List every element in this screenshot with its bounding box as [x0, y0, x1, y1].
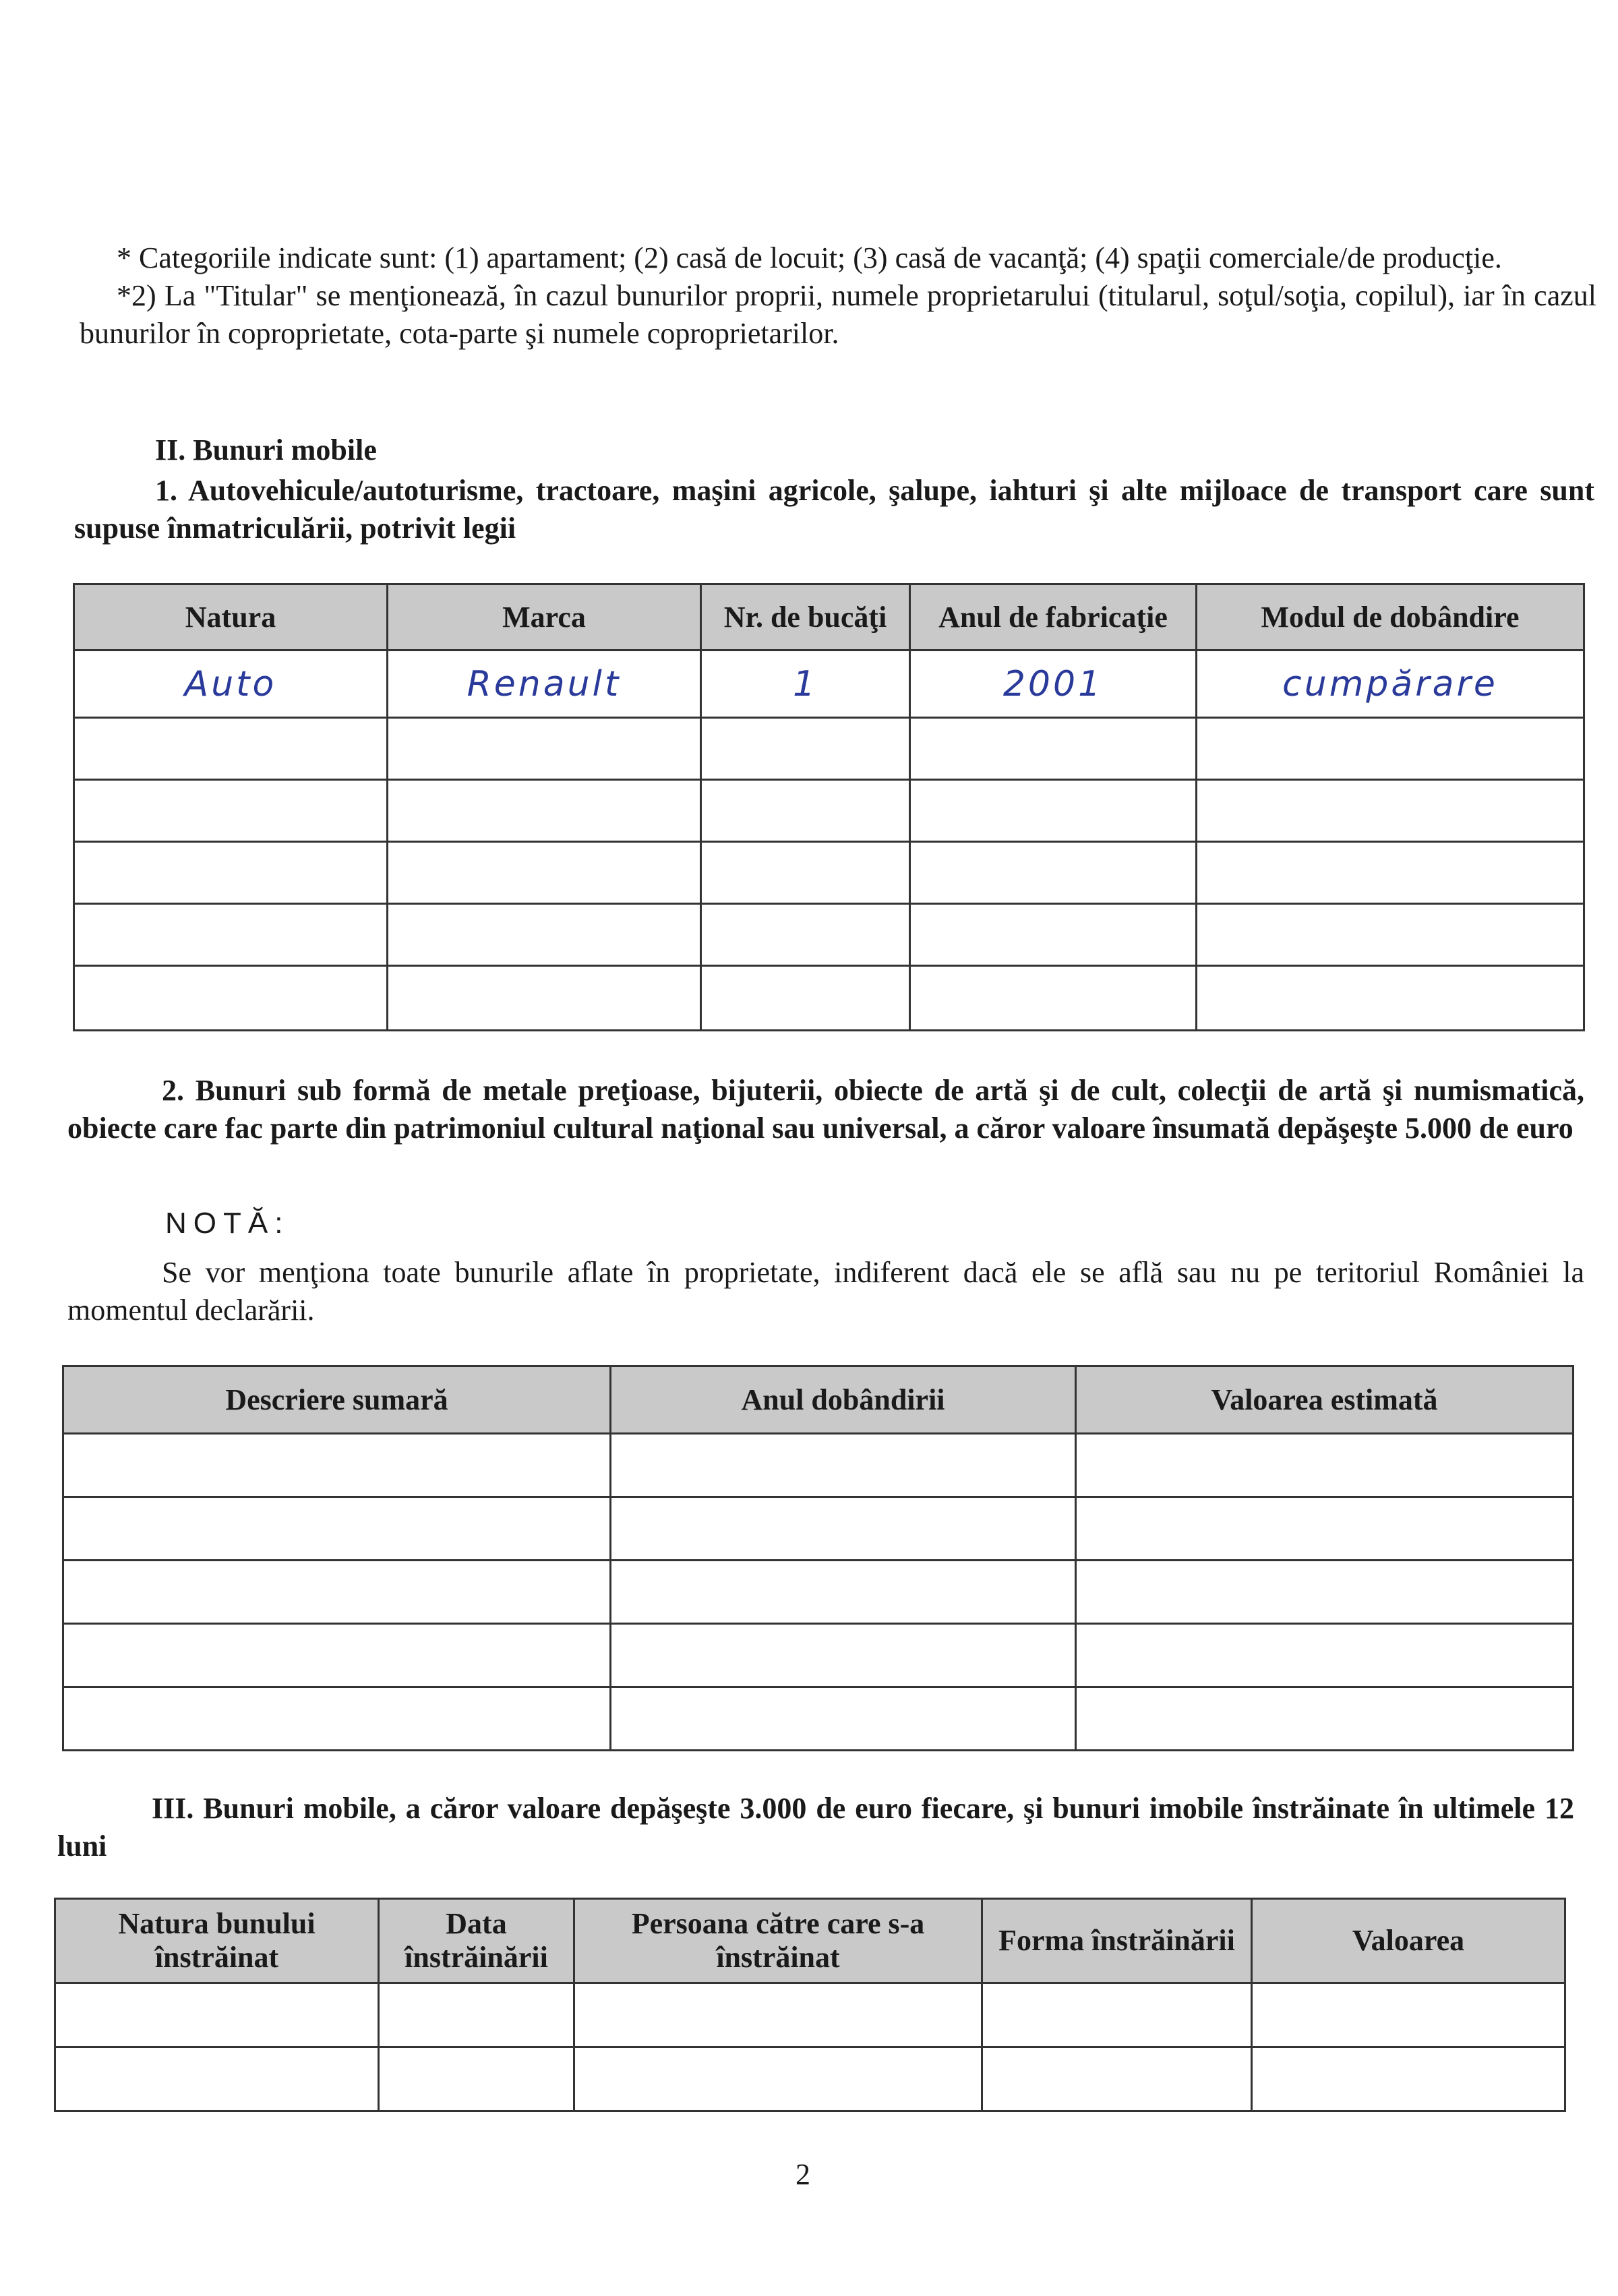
footnote-categories: * Categoriile indicate sunt: (1) apartament; (2) casă de locuit; (3) casă de vacanţă; (4) spaţii comerciale/de producţie.: [117, 241, 1502, 274]
table-cell: [1197, 842, 1584, 904]
table-cell: [388, 904, 701, 966]
table-header-row: [74, 584, 1584, 651]
table-cell: [982, 1983, 1252, 2047]
table-cell: [63, 1434, 611, 1497]
handwritten-entry: Auto: [184, 663, 277, 704]
subsection-vehicles-title: 1. Autovehicule/autoturisme, tractoare, maşini agricole, şalupe, iahturi şi alte mijloace de transport care sunt supuse înmatriculării, potrivit legii: [74, 474, 1594, 545]
footnote-titular: *2) La "Titular" se menţionează, în cazul bunurilor proprii, numele proprietarului (titularul, soţul/soţia, copilul), iar în cazul bunurilor în coproprietate, cota-parte şi numele coproprietarilor.: [80, 279, 1596, 350]
table-cell: [1197, 966, 1584, 1031]
col-header-valoarea: Valoarea: [1252, 1899, 1565, 1983]
table-cell: [388, 718, 701, 780]
table-row: [74, 966, 1584, 1031]
table-cell: [74, 718, 388, 780]
col-header-data-instrainarii: Data înstrăinării: [379, 1899, 574, 1983]
table-cell: [74, 904, 388, 966]
table-cell: [611, 1624, 1076, 1687]
table-row: [74, 842, 1584, 904]
col-header-descriere: Descriere sumară: [63, 1366, 611, 1434]
table-cell: [379, 2047, 574, 2111]
table-cell: [611, 1561, 1076, 1624]
table-cell: [701, 651, 910, 718]
table-cell: [388, 780, 701, 842]
section-3-heading: III. Bunuri mobile, a căror valoare depăşeşte 3.000 de euro fiecare, şi bunuri imobile înstrăinate în ultimele 12 luni: [57, 1792, 1574, 1863]
table-cell: [1197, 904, 1584, 966]
nota-text: Se vor menţiona toate bunurile aflate în proprietate, indiferent dacă ele se află sau nu pe teritoriul României la momentul declarării.: [67, 1256, 1584, 1327]
table-cell: [388, 966, 701, 1031]
table-cell: [1252, 2047, 1565, 2111]
table-cell: [63, 1497, 611, 1561]
table-cell: [701, 780, 910, 842]
table-row: [55, 1983, 1565, 2047]
table-cell: [910, 966, 1197, 1031]
table-cell: [701, 904, 910, 966]
col-header-modul-dobandire: Modul de dobândire: [1197, 584, 1584, 651]
section-2-heading: II. Bunuri mobile: [155, 433, 377, 466]
col-header-marca: Marca: [388, 584, 701, 651]
table-cell: [910, 651, 1197, 718]
table-cell: [910, 842, 1197, 904]
table-cell: [1197, 651, 1584, 718]
table-header-row: [63, 1366, 1574, 1434]
table-cell: [63, 1624, 611, 1687]
handwritten-entry: cumpărare: [1282, 663, 1498, 704]
table-cell: [701, 718, 910, 780]
table-row: [63, 1687, 1574, 1751]
table-cell: [1076, 1561, 1574, 1624]
table-row: [74, 718, 1584, 780]
table-cell: [1197, 718, 1584, 780]
table-cell: [388, 842, 701, 904]
table-cell: [63, 1561, 611, 1624]
col-header-anul-fabricatie: Anul de fabricaţie: [910, 584, 1197, 651]
table-cell: [55, 2047, 379, 2111]
table-row: [63, 1497, 1574, 1561]
table-cell: [611, 1687, 1076, 1751]
table-cell: [910, 904, 1197, 966]
valuables-table: [62, 1365, 1574, 1751]
table-row: [55, 2047, 1565, 2111]
subsection-valuables-title: 2. Bunuri sub formă de metale preţioase, bijuterii, obiecte de artă şi de cult, colecţii de artă şi numismatică, obiecte care fac parte din patrimoniul cultural naţional sau universal, a căror valoare însumată depăşeşte 5.000 de euro: [67, 1074, 1584, 1145]
page-number: 2: [796, 2158, 810, 2191]
table-cell: [910, 718, 1197, 780]
col-header-natura: Natura: [74, 584, 388, 651]
table-cell: [910, 780, 1197, 842]
table-cell: [379, 1983, 574, 2047]
col-header-natura-bunului: Natura bunului înstrăinat: [55, 1899, 379, 1983]
footnotes: [80, 239, 1596, 353]
table-cell: [74, 651, 388, 718]
table-row: [74, 904, 1584, 966]
handwritten-entry: 2001: [1002, 663, 1104, 704]
table-cell: [701, 842, 910, 904]
handwritten-entry: Renault: [467, 663, 622, 704]
table-row: [63, 1561, 1574, 1624]
alienated-assets-table: [54, 1898, 1566, 2112]
table-cell: [1076, 1497, 1574, 1561]
col-header-anul-dobandirii: Anul dobândirii: [611, 1366, 1076, 1434]
table-cell: [574, 2047, 982, 2111]
table-cell: [1076, 1624, 1574, 1687]
table-cell: [74, 842, 388, 904]
table-cell: [611, 1434, 1076, 1497]
table-cell: [388, 651, 701, 718]
col-header-nr-bucati: Nr. de bucăţi: [701, 584, 910, 651]
table-cell: [74, 780, 388, 842]
col-header-forma-instrainarii: Forma înstrăinării: [982, 1899, 1252, 1983]
col-header-valoarea-estimata: Valoarea estimată: [1076, 1366, 1574, 1434]
table-row: [63, 1434, 1574, 1497]
nota-title: NOTĂ:: [165, 1207, 290, 1240]
table-cell: [982, 2047, 1252, 2111]
table-cell: [63, 1687, 611, 1751]
vehicles-table: [73, 583, 1585, 1031]
table-row: [74, 780, 1584, 842]
table-cell: [74, 966, 388, 1031]
table-cell: [611, 1497, 1076, 1561]
table-cell: [574, 1983, 982, 2047]
table-cell: [1076, 1434, 1574, 1497]
table-cell: [1197, 780, 1584, 842]
table-cell: [701, 966, 910, 1031]
col-header-persoana: Persoana către care s-a înstrăinat: [574, 1899, 982, 1983]
table-cell: [1252, 1983, 1565, 2047]
handwritten-entry: 1: [792, 663, 818, 704]
table-row: [63, 1624, 1574, 1687]
table-cell: [55, 1983, 379, 2047]
table-header-row: [55, 1899, 1565, 1983]
table-cell: [1076, 1687, 1574, 1751]
table-row: [74, 651, 1584, 718]
